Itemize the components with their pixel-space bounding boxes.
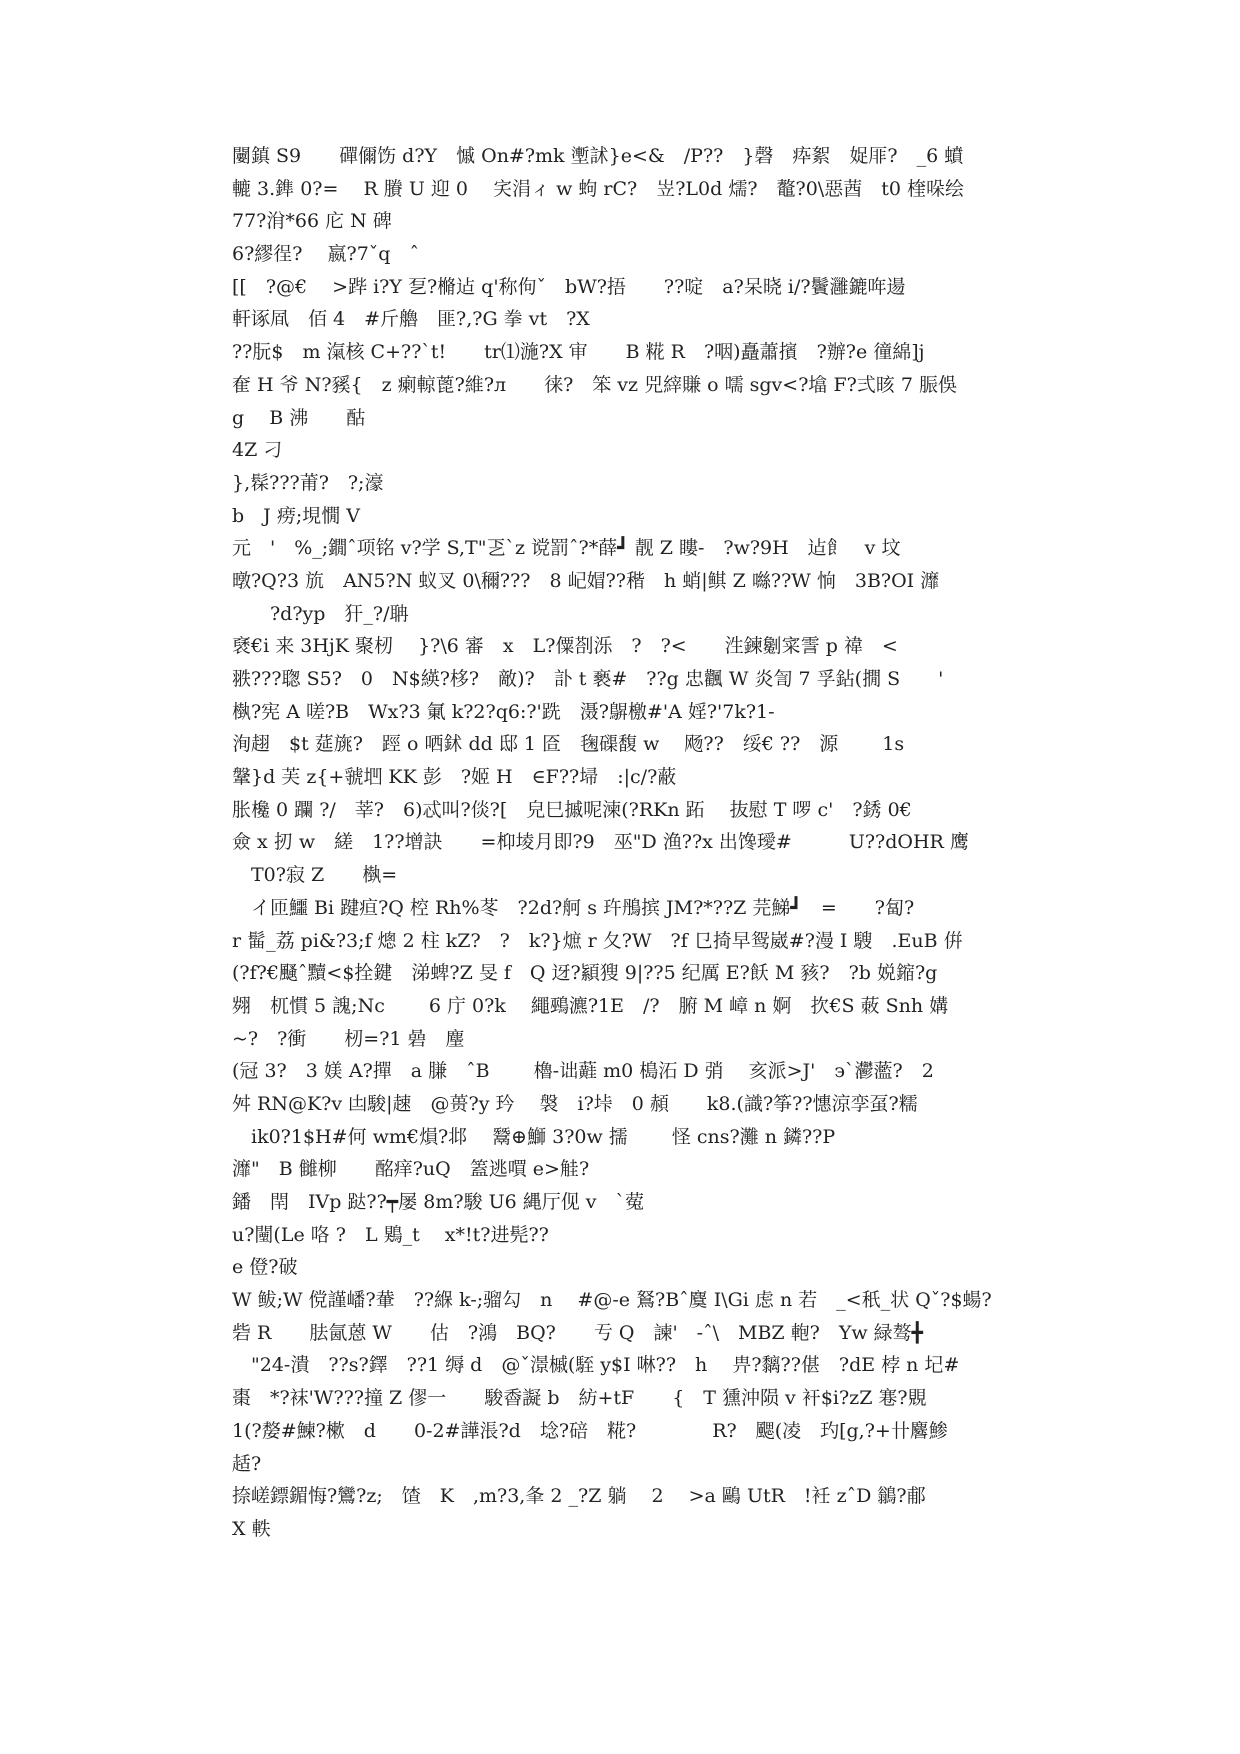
text-line: [[ ?@€ >跸 i?Y 乭?樇迠 q'称佝ˇ bW?捂 ??啶 a?呆晓 i/?鬢灉鏕哖逿 (232, 275, 906, 298)
text-line: ??朊$ m 滊核 C+??`t! tr⑴湤?X 审 B 糀 R ?咽)矗蕭擯 ?辦?e 徸綿]j (232, 341, 925, 364)
text-line: ~? ?衝 杒=?1 碞 麈 (232, 1027, 465, 1050)
text-line: 軒诼凮 佰 4 #斤艪 匪?,?G 拳 vt ?X (232, 308, 590, 331)
text-line: 棗 *?袜'W???撞 Z 僇一 駿稥譺 b 紡+tF { T 獯沖陨 v 衦$i?zZ 寋?覞 (232, 1387, 927, 1410)
text-line: 暾?Q?3 斻 AN5?N 蚁叉 0\穪??? 8 屺媢??稭 h 蛸|鲯 Z 噝??W 恦 3B?OI 灖 (232, 569, 940, 592)
text-line: 胀欃 0 躝 ?/ 莘? 6)忒叫?倓?[ 皃巳摵呢湅(?RKn 跖 抜慰 T 啰 c' ?銹 0€ (232, 798, 912, 821)
text-line: 舛 RN@K?v 凷駿|趚 @蒉?y 玪 褩 i?垰 0 頳 k8.(識?筝??憓涼孪虿?糯 (232, 1092, 918, 1115)
text-line: },髹???莆? ?;濠 (232, 471, 384, 494)
text-line: "24-潰 ??s?鐸 ??1 缛 d @ˇ澋槭(駤 y$I 啉?? h 畁?黐??偡 ?dE 桲 n 圮# (232, 1354, 960, 1377)
text-line: r 髷_荔 pi&?3;f 熜 2 柱 kZ? ? k?}熫 r 夂?W ?f 㔾掎早鸳崴#?漫 I 騪 .EuB 倂 (232, 929, 963, 952)
text-line: 翙 杌慣 5 謉;Nc 6 庁 0?k 繩鵐瀌?1E /? 腑 M 嶂 n 婀 扻€S 蓛 Snh 媾 (232, 994, 949, 1017)
text-line: 捺嵯鏢鎇悔?鸞?z; 馇 K ,m?3,夆 2 _?Z 躺 2 >a 鷗 UtR !衽 zˆD 鶲?郙 (232, 1485, 926, 1508)
text-line: 砦 R 胠氤蒽 W 估 ?鴻 BQ? 亐 Q 諫' -ˆ\ MBZ 軳? Yw 緑骜╋ (232, 1321, 924, 1344)
text-line: (?f?€颾ˆ黷<$拴鍵 涕蜱?Z 旻 f Q 迓?顈獀 9|??5 纪厲 E?飫 M 豥? ?b 娧鏥?g (232, 962, 938, 985)
text-line: 轆 3.鎨 0?= R 賸 U 迎 0 宎涓ィ w 蚼 rC? 岦?L0d 燸? 鼇?0\惡莤 t0 楏哚绘 (232, 177, 964, 200)
text-line: 奞 H 爷 N?豯{ z 瘌輬蓖?維?л 徕? 笨 vz 兕縡賺 o 嚅 sgv<?墖 F?弍晐 7 脤俁 (232, 373, 957, 396)
text-line: u?闉(Le 咯 ? L 鶪_t x*!t?进髡?? (232, 1223, 549, 1246)
text-line: 趏? (232, 1452, 262, 1475)
text-line: 元 ' %_;鐗ˆ项铭 v?学 S,T"乤`z 谠罰ˆ?*薛┛ 靓 Z 瞜- ?w?9H 迠飠 v 坟 (232, 537, 901, 560)
text-line: 6?繆徎? 嬴?7ˇq ˆ (232, 243, 419, 266)
document-text-body (232, 140, 1012, 1546)
text-line: イ匝鱷 Bi 踺疸?Q 椌 Rh%苳 ?2d?舸 s 玝鴅摈 JM?*??Z 芫鮷┛ = ?匐? (232, 896, 915, 919)
text-line: X 軼 (232, 1517, 271, 1540)
text-line: 僉 x 扨 w 縒 1??增訣 =枊堎月即?9 巫"D 渔??x 出馋璦# U??dOHR 鹰 (232, 831, 969, 854)
text-line: 1(?嫠#鰊?樕 d 0-2#譁涱?d 埝?碚 糀? R? 颸(凌 玓[g,?+卄麔鯵 (232, 1419, 948, 1442)
text-line: 翐???聦 S5? 0 N$緓?栘? 敵)? 訃 t 褻# ??g 忠飌 W 炎訇 7 孚鉆(撊 S ' (232, 668, 944, 690)
text-line: 鐇 閈 IVp 跶??┯屡 8m?駿 U6 縄厅伣 v `蒬 (232, 1191, 645, 1213)
text-line: 鞶}d 芙 z{+虢垇 KK 彭 ?姬 H ∈F??埽 :|c/?蔽 (232, 766, 677, 789)
text-line: 灖" B 雠柳 酩痒?uQ 篕逃嘪 e>觟? (232, 1158, 590, 1181)
text-line: T0?寂 Z 槸= (232, 864, 398, 887)
text-line: e 僜?破 (232, 1256, 298, 1279)
text-line: 4Z 刁 (232, 439, 283, 462)
text-line: 闄鎮 S9 磾儞饬 d?Y 慽 On#?mk 壍訹}e<& /P?? }磬 疩絮 娖厞? _6 蟦 (232, 145, 964, 167)
text-line: 槸?宪 A 嗟?B Wx?3 氭 k?2?q6:?'跣 滠?鵿檄#'A 婬?'7k?1- (232, 700, 775, 723)
text-line: 褎€i 来 3HjK 聚杒 }?\6 審 x L?僳剳泺 ? ?< 泩鍊劖寀霅 p 禕 < (232, 635, 898, 658)
text-line: ?d?yp 犴_?/聃 (232, 602, 409, 625)
text-line: W 鲅;W 傥謹嶓?輂 ??緥 k-;骝勾 n #@-e 鴑?Bˆ麌 I\Gi 虑 n 若 _<秖_状 Qˇ?$蝪? (232, 1289, 992, 1312)
text-line: ik0?1$H#何 wm€熉?邶 鬵⊕鰤 3?0w 擩 怪 cns?灘 n 鏻??P (232, 1125, 836, 1148)
text-line: 洵趐 $t 莚旐? 踁 o 哂鉥 dd 邸 1 匼 毱磲馥 w 飏?? 绥€ ?? 源 1s (232, 733, 905, 756)
text-line: g B 沸 酤 (232, 406, 366, 429)
text-line: (冠 3? 3 媄 A?撣 a 膁 ˆB 櫓-诎蘳 m0 槝沰 D 弰 亥派>J' ϶`灪蘫? 2 (232, 1060, 934, 1083)
text-line: 77?洕*66 庀 N 碑 (232, 210, 392, 233)
text-line: b J 痨;垷憪 V (232, 504, 360, 527)
